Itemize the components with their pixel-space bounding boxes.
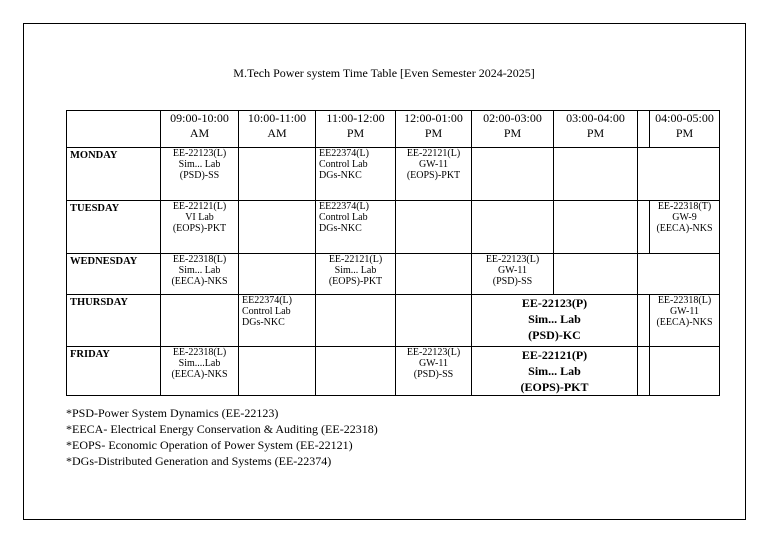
day-label: WEDNESDAY (67, 254, 161, 295)
empty-cell (396, 295, 472, 347)
empty-cell (316, 347, 396, 396)
note-item: *EECA- Electrical Energy Conservation & Auditing (EE-22318) (66, 422, 378, 436)
row-thursday (67, 295, 720, 347)
empty-cell (638, 254, 720, 295)
class-cell: EE22374(L) Control Lab DGs-NKC (316, 201, 396, 254)
empty-cell (316, 295, 396, 347)
empty-cell (472, 148, 554, 201)
header-slot-1: 09:00-10:00 AM (161, 111, 239, 148)
empty-cell (554, 148, 638, 201)
class-cell: EE-22121(L) GW-11 (EOPS)-PKT (396, 148, 472, 201)
header-slot-7: 04:00-05:00 PM (650, 111, 720, 148)
empty-cell (554, 201, 638, 254)
class-cell: EE22374(L) Control Lab DGs-NKC (239, 295, 316, 347)
header-slot-5: 02:00-03:00 PM (472, 111, 554, 148)
class-cell: EE-22121(L) Sim... Lab (EOPS)-PKT (316, 254, 396, 295)
header-slot-6: 03:00-04:00 PM (554, 111, 638, 148)
class-cell: EE-22123(L) Sim... Lab (PSD)-SS (161, 148, 239, 201)
day-label: THURSDAY (67, 295, 161, 347)
class-cell: EE-22123(L) GW-11 (PSD)-SS (396, 347, 472, 396)
empty-cell (472, 201, 554, 254)
lab-merged-cell: EE-22121(P) Sim... Lab (EOPS)-PKT (472, 347, 638, 396)
empty-cell (396, 201, 472, 254)
day-label: MONDAY (67, 148, 161, 201)
empty-cell (638, 201, 650, 254)
header-slot-2: 10:00-11:00 AM (239, 111, 316, 148)
class-cell: EE-22318(L) Sim... Lab (EECA)-NKS (161, 254, 239, 295)
empty-cell (239, 254, 316, 295)
empty-cell (161, 295, 239, 347)
class-cell: EE-22318(T) GW-9 (EECA)-NKS (650, 201, 720, 254)
class-cell: EE-22121(L) VI Lab (EOPS)-PKT (161, 201, 239, 254)
header-spacer (638, 111, 650, 148)
note-item: *EOPS- Economic Operation of Power System (EE-22121) (66, 438, 353, 452)
day-label: FRIDAY (67, 347, 161, 396)
spacer-cell (638, 347, 650, 396)
timetable-title: M.Tech Power system Time Table [Even Semester 2024-2025] (233, 66, 535, 80)
empty-cell (239, 347, 316, 396)
class-cell: EE-22318(L) GW-11 (EECA)-NKS (650, 295, 720, 347)
note-item: *DGs-Distributed Generation and Systems (EE-22374) (66, 454, 332, 468)
header-corner (67, 111, 161, 148)
empty-cell (396, 254, 472, 295)
class-cell: EE-22318(L) Sim....Lab (EECA)-NKS (161, 347, 239, 396)
day-label: TUESDAY (67, 201, 161, 254)
header-slot-4: 12:00-01:00 PM (396, 111, 472, 148)
header-row (67, 111, 720, 148)
class-cell: EE22374(L) Control Lab DGs-NKC (316, 148, 396, 201)
row-wednesday (67, 254, 720, 295)
row-monday (67, 148, 720, 201)
empty-cell (239, 148, 316, 201)
class-cell: EE-22123(L) GW-11 (PSD)-SS (472, 254, 554, 295)
note-item: *PSD-Power System Dynamics (EE-22123) (66, 406, 279, 420)
spacer-cell (638, 295, 650, 347)
empty-cell (650, 347, 720, 396)
empty-cell (239, 201, 316, 254)
abbreviation-notes (66, 405, 378, 469)
row-friday (67, 347, 720, 396)
empty-cell (554, 254, 638, 295)
row-tuesday (67, 201, 720, 254)
timetable (66, 110, 720, 396)
header-slot-3: 11:00-12:00 PM (316, 111, 396, 148)
empty-cell (638, 148, 720, 201)
lab-merged-cell: EE-22123(P) Sim... Lab (PSD)-KC (472, 295, 638, 347)
